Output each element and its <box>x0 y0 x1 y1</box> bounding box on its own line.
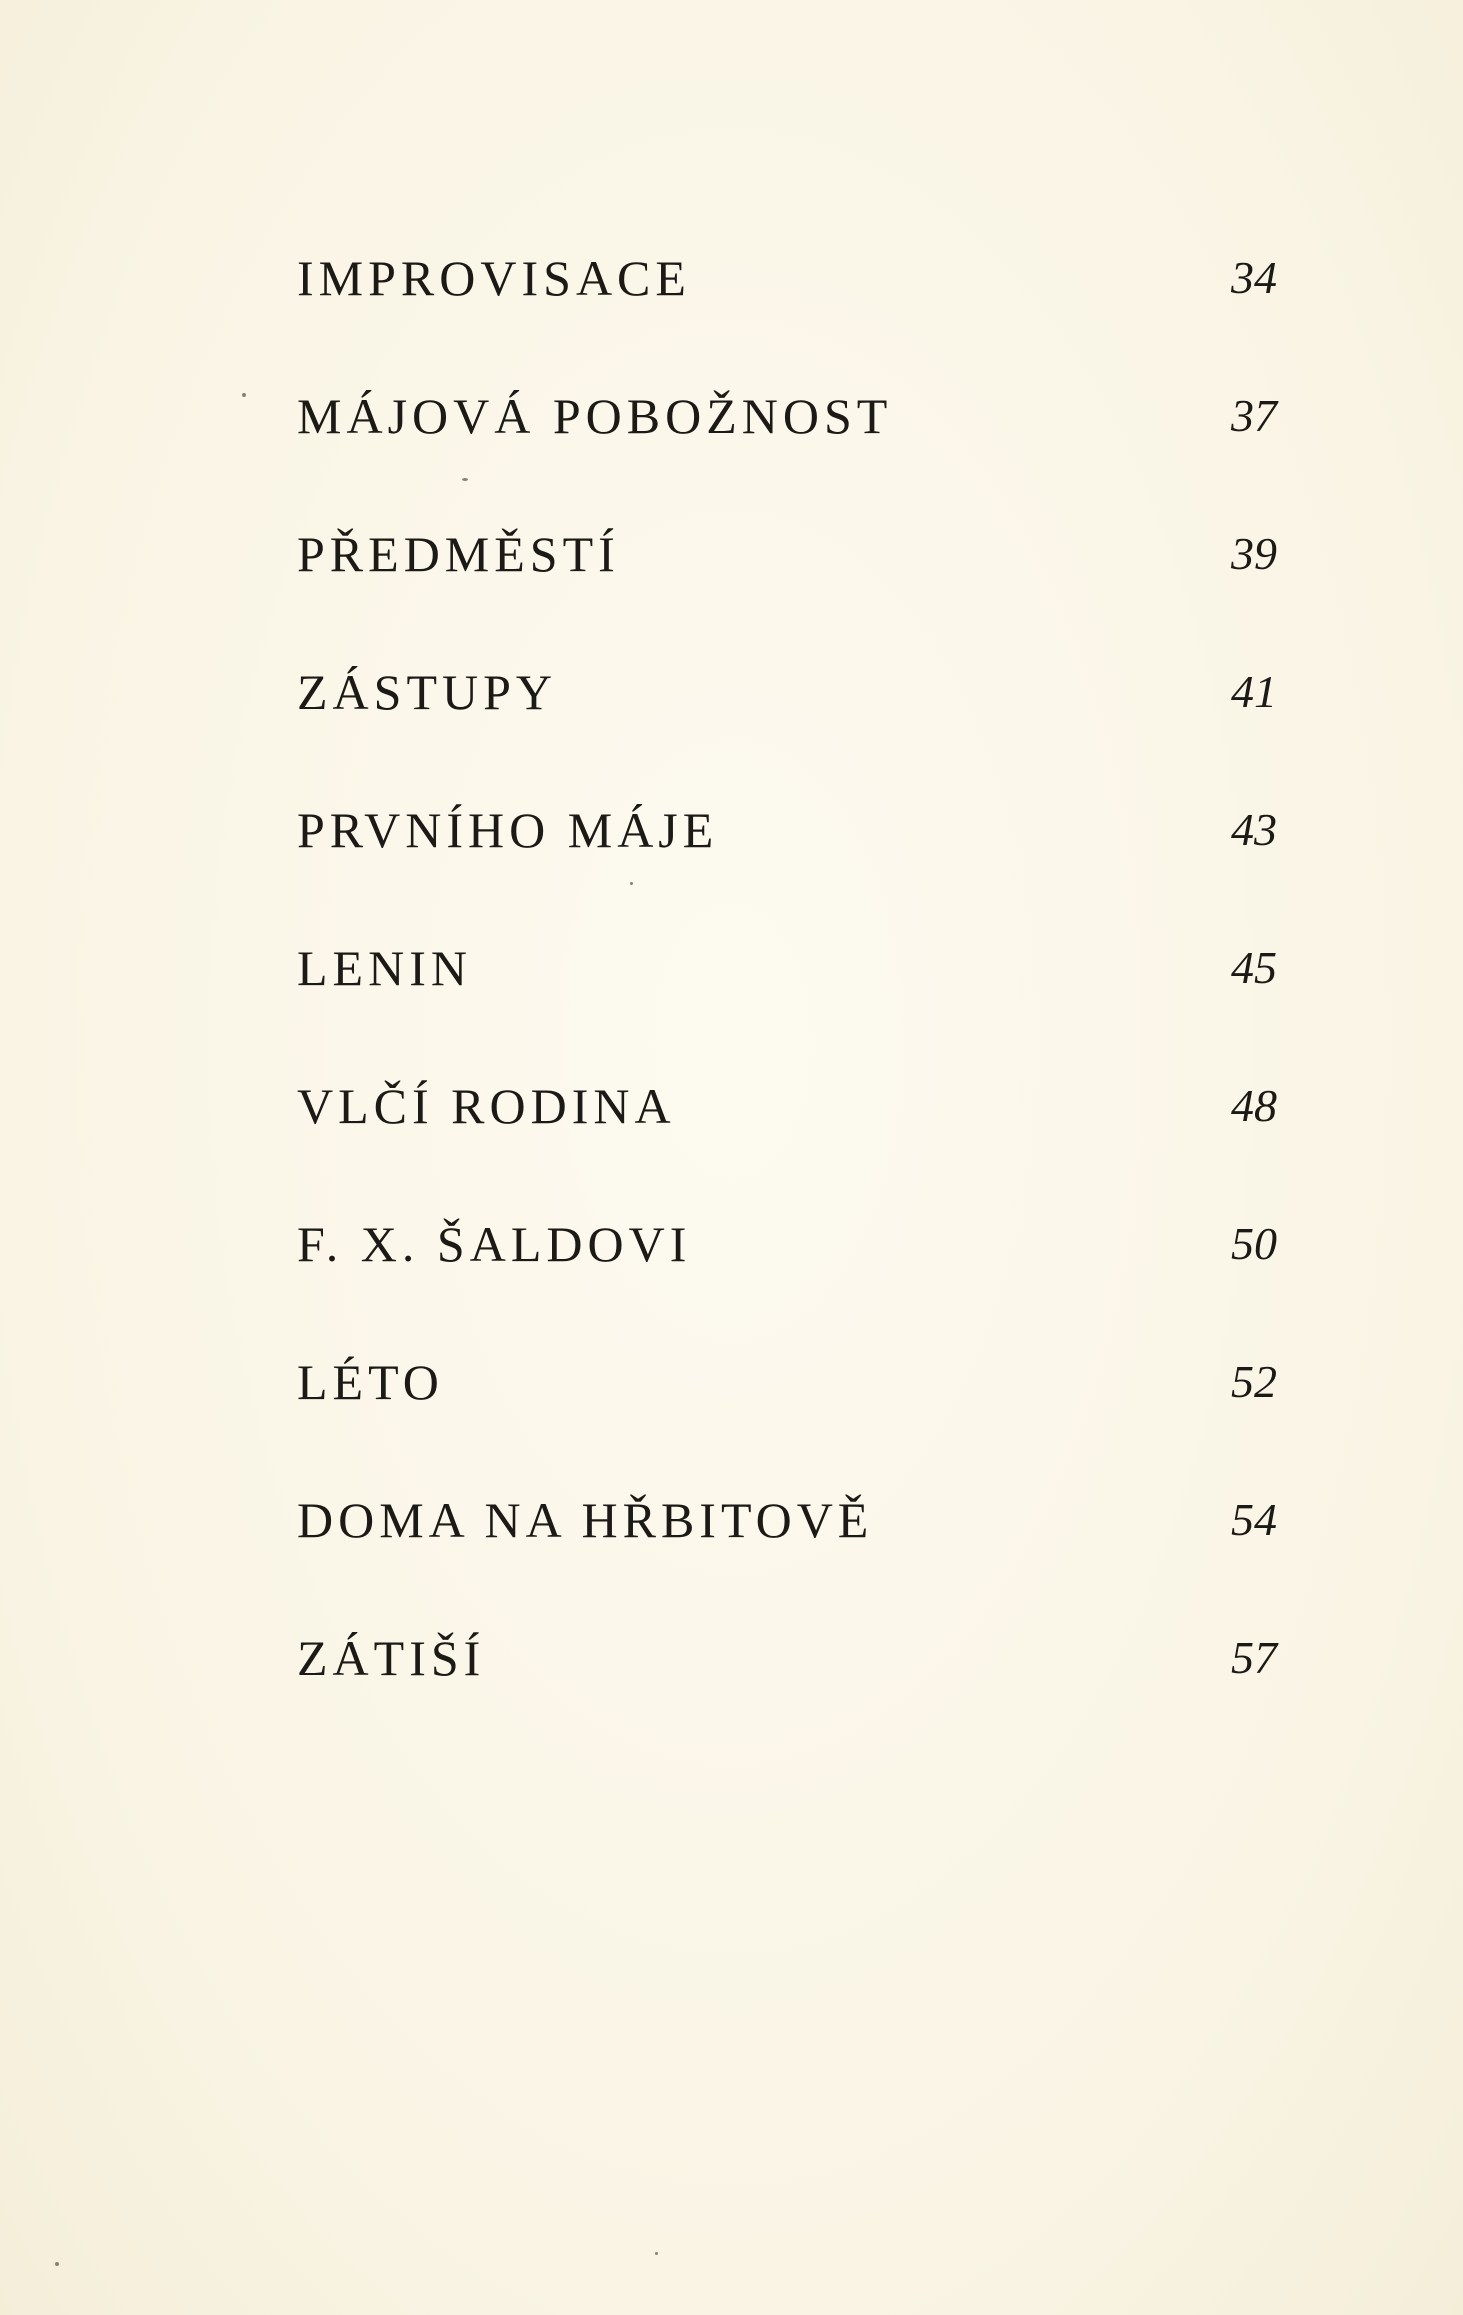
toc-entry <box>297 378 1277 516</box>
toc-entry <box>297 792 1277 930</box>
paper-speck <box>655 2252 658 2255</box>
toc-entry <box>297 1068 1277 1206</box>
toc-entry <box>297 240 1277 378</box>
toc-entry-page-number: 54 <box>1231 1494 1277 1545</box>
table-of-contents <box>297 240 1277 1758</box>
toc-entry <box>297 1620 1277 1758</box>
toc-entry <box>297 1344 1277 1482</box>
toc-entry-page-number: 39 <box>1231 528 1277 579</box>
toc-entry-page-number: 34 <box>1231 252 1277 303</box>
toc-entry-page-number: 37 <box>1231 390 1277 441</box>
toc-entry-page-number: 45 <box>1231 942 1277 993</box>
toc-entry-title: VLČÍ RODINA <box>297 1078 676 1134</box>
toc-entry-title: DOMA NA HŘBITOVĚ <box>297 1492 874 1548</box>
toc-entry-title: PŘEDMĚSTÍ <box>297 526 620 582</box>
toc-entry-title: PRVNÍHO MÁJE <box>297 802 719 858</box>
toc-entry-page-number: 57 <box>1231 1632 1277 1683</box>
paper-speck <box>630 882 633 885</box>
toc-entry <box>297 930 1277 1068</box>
toc-entry <box>297 1482 1277 1620</box>
paper-speck <box>55 2262 59 2266</box>
toc-entry-title: LÉTO <box>297 1354 444 1410</box>
toc-entry-title: ZÁTIŠÍ <box>297 1630 486 1686</box>
toc-entry-title: LENIN <box>297 940 472 996</box>
toc-entry <box>297 1206 1277 1344</box>
toc-entry-page-number: 41 <box>1231 666 1277 717</box>
toc-entry-page-number: 48 <box>1231 1080 1277 1131</box>
paper-speck <box>462 478 468 481</box>
toc-entry-title: F. X. ŠALDOVI <box>297 1216 692 1272</box>
toc-entry-title: IMPROVISACE <box>297 250 691 306</box>
toc-entry-page-number: 50 <box>1231 1218 1277 1269</box>
toc-entry-page-number: 43 <box>1231 804 1277 855</box>
toc-entry <box>297 654 1277 792</box>
toc-entry-title: MÁJOVÁ POBOŽNOST <box>297 388 893 444</box>
toc-entry-title: ZÁSTUPY <box>297 664 558 720</box>
toc-entry-page-number: 52 <box>1231 1356 1277 1407</box>
toc-entry <box>297 516 1277 654</box>
paper-speck <box>242 393 246 397</box>
